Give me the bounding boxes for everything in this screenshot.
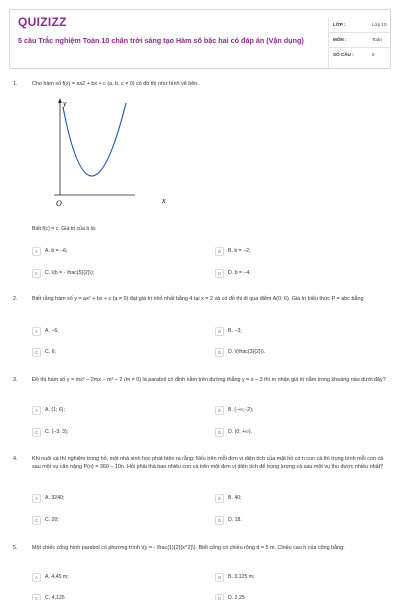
x-axis-label: x: [162, 196, 166, 205]
question-number: 5.: [13, 545, 18, 551]
option-text: C. 4,125: [45, 595, 65, 600]
meta-count: [328, 48, 390, 63]
option-text: A. b = −6;: [45, 248, 68, 254]
option-letter[interactable]: C: [32, 594, 41, 600]
meta-count-key: SỐ CÂU :: [333, 52, 354, 57]
option-text: A. 3240;: [45, 495, 65, 501]
question-number: 1.: [13, 81, 18, 87]
meta-count-value: 5: [372, 52, 375, 57]
quiz-meta: [328, 18, 390, 63]
option-text: A. −6;: [45, 328, 59, 334]
option-letter[interactable]: A: [32, 494, 41, 503]
question-1-subtext: Biết f(c) = c. Giá trị của b là:: [32, 226, 97, 232]
option-letter[interactable]: B: [215, 247, 224, 256]
quiz-header: [9, 9, 391, 69]
option-letter[interactable]: C: [32, 516, 41, 525]
option-letter[interactable]: B: [215, 573, 224, 582]
parabola-curve: [63, 103, 126, 176]
option-letter[interactable]: B: [215, 494, 224, 503]
option-letter[interactable]: C: [32, 348, 41, 357]
option-letter[interactable]: D: [215, 428, 224, 437]
option-text: B. b = −2;: [228, 248, 251, 254]
option-text: D. 2,25: [228, 595, 245, 600]
option-letter[interactable]: A: [32, 406, 41, 415]
meta-subject: [328, 33, 390, 48]
option-text: C. 20;: [45, 517, 59, 523]
question-text: Cho hàm số f(x) = ax2 + bx + c (a, b, c ≠ 0) có đồ thị như hình vẽ bên.: [32, 81, 199, 87]
question-number: 2.: [13, 296, 18, 302]
option-letter[interactable]: A: [32, 573, 41, 582]
meta-grade-key: LỚP :: [333, 22, 346, 27]
question-number: 3.: [13, 377, 18, 383]
option-letter[interactable]: D: [215, 594, 224, 600]
question-number: 4.: [13, 456, 18, 462]
meta-grade-value: Lớp 10: [372, 22, 387, 27]
meta-subject-key: MÔN :: [333, 37, 347, 42]
option-text: A. (1; 6);: [45, 407, 65, 413]
option-text: C. \(b = - \frac{5}{2}\);: [45, 270, 95, 276]
option-letter[interactable]: B: [215, 327, 224, 336]
option-text: B. −3;: [228, 328, 242, 334]
option-text: C. 6;: [45, 349, 56, 355]
meta-grade: [328, 18, 390, 33]
option-text: C. (−3; 3);: [45, 429, 69, 435]
option-text: D. \(\frac{3}{2}\).: [228, 349, 266, 355]
option-text: D. b = −4.: [228, 270, 251, 276]
option-letter[interactable]: D: [215, 348, 224, 357]
quizizz-logo[interactable]: QUIZIZZ: [18, 15, 67, 29]
option-letter[interactable]: B: [215, 406, 224, 415]
option-text: B. 40;: [228, 495, 242, 501]
option-text: B. (−∞;−2);: [228, 407, 254, 413]
y-axis-arrow: [58, 98, 62, 103]
parabola-graph: [50, 97, 180, 207]
option-text: A. 4,45 m;: [45, 574, 69, 580]
question-text: Một chiếc cổng hình parabol có phương trình \(y = - \frac{1}{2}{x^2}\). Biết cổng có chiều rộng d = 5 m. Chiều cao h của cổng bằng:: [32, 545, 345, 551]
question-text: Đồ thị hàm số y = mx² − 2mx − m² − 2 (m ≠ 0) là parabol có đỉnh nằm trên đường thẳng y = x − 3 thì m nhận giá trị nằm trong khoảng nào dưới đây?: [32, 377, 386, 383]
option-letter[interactable]: C: [32, 428, 41, 437]
option-letter[interactable]: C: [32, 269, 41, 278]
option-text: D. 18.: [228, 517, 242, 523]
option-text: D. (0; +∞).: [228, 429, 253, 435]
quiz-title: 5 câu Trắc nghiệm Toán 10 chân trời sáng tạo Hàm số bậc hai có đáp án (Vận dụng): [18, 36, 304, 45]
option-text: B. 3,125 m;: [228, 574, 255, 580]
option-letter[interactable]: A: [32, 327, 41, 336]
question-text: Khi nuôi cá thí nghiệm trong hồ, một nhà sinh học phát hiện ra rằng: Nếu trên mỗi đơn vị diện tích của mặt hồ có n con cá thì trung bình mỗi con cá sau một vụ cân nặng P(n) = 360 − 10n. Hỏi phải thả bao nhiêu con cá trên một đơn vị diện tích để trọng lượng cá sau một vụ thu được nhiều nhất?: [32, 456, 384, 470]
y-axis-label: y: [63, 99, 67, 108]
option-letter[interactable]: D: [215, 269, 224, 278]
question-text: Biết rằng hàm số y = ax² + bx + c (a ≠ 0) đạt giá trị nhỏ nhất bằng 4 tại x = 2 và có đồ thị đi qua điểm A(0; 6). Giá trị biểu thức P = abc bằng: [32, 296, 364, 302]
option-letter[interactable]: D: [215, 516, 224, 525]
option-letter[interactable]: A: [32, 247, 41, 256]
meta-subject-value: Toán: [372, 37, 382, 42]
origin-label: O: [56, 199, 62, 207]
